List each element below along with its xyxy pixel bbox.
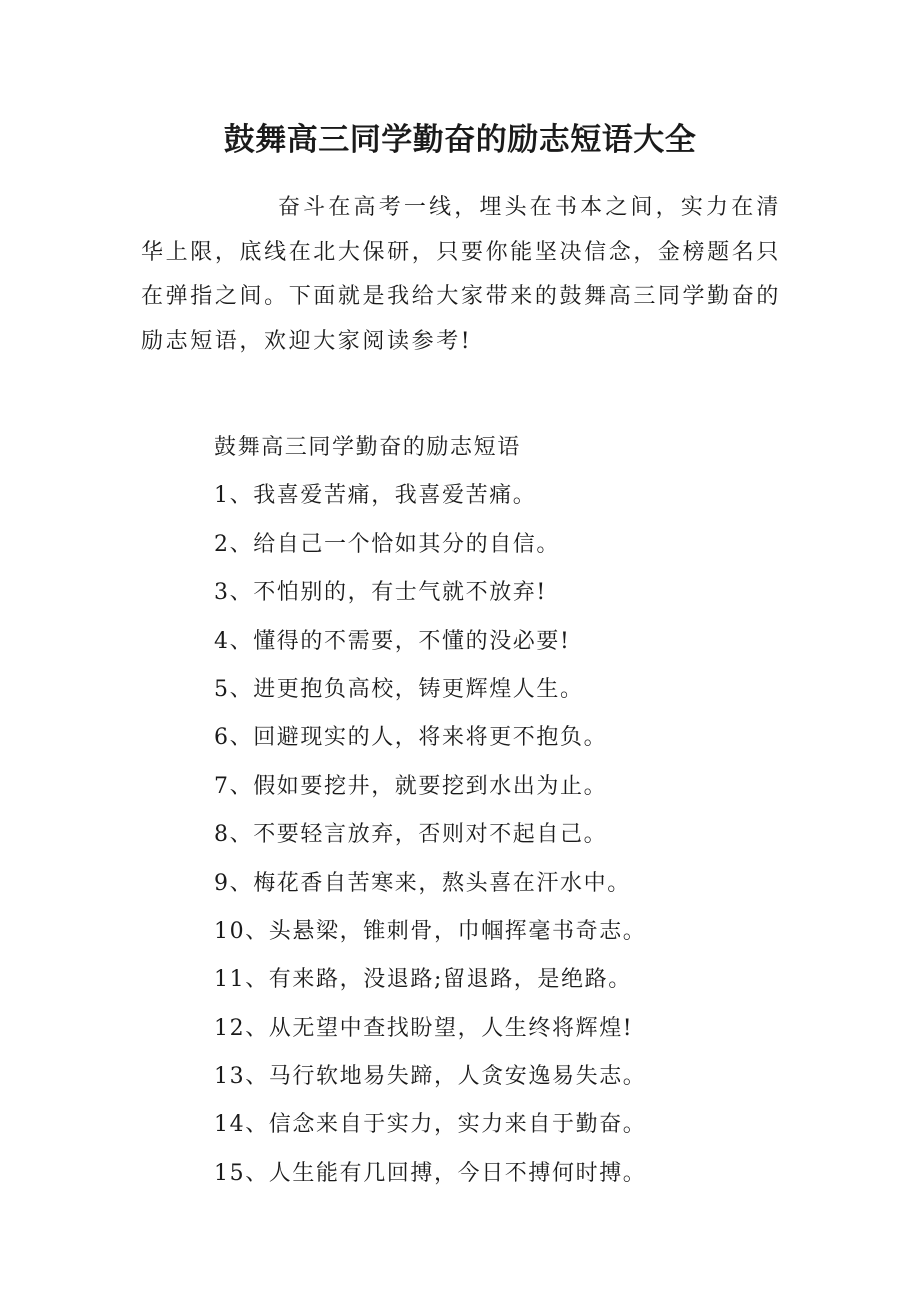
list-item: 13、马行软地易失蹄，人贪安逸易失志。 xyxy=(214,1064,647,1090)
list-item: 8、不要轻言放弃，否则对不起自己。 xyxy=(214,822,608,848)
list-item: 6、回避现实的人，将来将更不抱负。 xyxy=(214,725,608,751)
phrase-list xyxy=(214,424,814,1198)
list-item: 12、从无望中查找盼望，人生终将辉煌! xyxy=(214,1015,634,1041)
list-item: 2、给自己一个恰如其分的自信。 xyxy=(214,531,560,557)
list-item: 3、不怕别的，有士气就不放弃! xyxy=(214,580,547,606)
section-heading: 鼓舞高三同学勤奋的励志短语 xyxy=(214,435,521,460)
intro-paragraph: 奋斗在高考一线，埋头在书本之间，实力在清华上限，底线在北大保研，只要你能坚决信念，金榜题名只在弹指之间。下面就是我给大家带来的鼓舞高三同学勤奋的励志短语，欢迎大家阅读参考! xyxy=(141,195,781,354)
list-item: 5、进更抱负高校，铸更辉煌人生。 xyxy=(214,676,584,702)
list-item: 14、信念来自于实力，实力来自于勤奋。 xyxy=(214,1112,647,1138)
list-item: 10、头悬梁，锥刺骨，巾帼挥毫书奇志。 xyxy=(214,918,647,944)
list-item: 1、我喜爱苦痛，我喜爱苦痛。 xyxy=(214,483,537,509)
list-item: 9、梅花香自苦寒来，熬头喜在汗水中。 xyxy=(214,870,631,896)
list-item: 11、有来路，没退路;留退路，是绝路。 xyxy=(214,967,632,993)
list-item: 7、假如要挖井，就要挖到水出为止。 xyxy=(214,773,608,799)
list-item: 4、懂得的不需要，不懂的没必要! xyxy=(214,628,571,654)
document-title: 鼓舞高三同学勤奋的励志短语大全 xyxy=(223,122,697,158)
list-item: 15、人生能有几回搏，今日不搏何时搏。 xyxy=(214,1160,647,1186)
